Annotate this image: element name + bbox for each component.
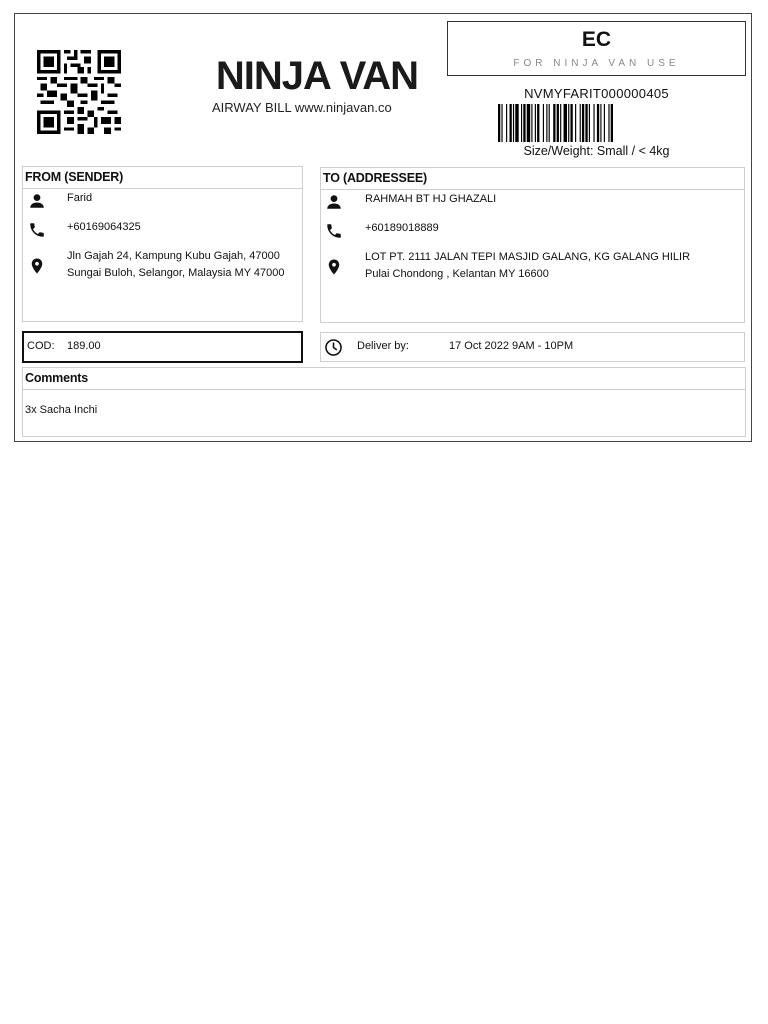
tracking-number: NVMYFARIT000000405	[524, 86, 669, 101]
brand-logo: NINJA VAN	[215, 54, 419, 98]
ec-subtitle: FOR NINJA VAN USE	[513, 58, 680, 69]
sender-name: Farid	[67, 192, 93, 204]
cod-amount: 189.00	[67, 340, 101, 352]
addressee-box	[320, 167, 745, 323]
qr-code-icon	[37, 50, 121, 134]
phone-icon	[28, 221, 46, 239]
ec-box	[447, 21, 746, 76]
deliver-by-label: Deliver by:	[357, 340, 409, 352]
addressee-phone: +60189018889	[365, 222, 439, 234]
cod-box	[22, 331, 303, 363]
sender-address-line2: Sungai Buloh, Selangor, Malaysia MY 47000	[67, 267, 285, 279]
ec-title: EC	[581, 28, 612, 51]
comments-text: 3x Sacha Inchi	[25, 404, 98, 416]
person-icon	[28, 192, 46, 210]
addressee-address-line2: Pulai Chondong , Kelantan MY 16600	[365, 268, 549, 280]
location-pin-icon	[325, 258, 343, 276]
comments-heading: Comments	[23, 368, 745, 390]
phone-icon	[325, 222, 343, 240]
location-pin-icon	[28, 257, 46, 275]
addressee-address-line1: LOT PT. 2111 JALAN TEPI MASJID GALANG, KG GALANG HILIR	[365, 251, 691, 263]
delivery-box	[320, 332, 745, 362]
cod-label: COD:	[27, 340, 55, 352]
comments-box	[22, 367, 746, 437]
person-icon	[325, 193, 343, 211]
addressee-name: RAHMAH BT HJ GHAZALI	[365, 193, 497, 205]
sender-box	[22, 166, 303, 322]
deliver-by-date: 17 Oct 2022 9AM - 10PM	[449, 340, 574, 352]
sender-heading: FROM (SENDER)	[23, 167, 302, 189]
size-weight: Size/Weight: Small / < 4kg	[523, 144, 670, 158]
barcode-icon	[498, 104, 694, 142]
clock-icon	[324, 338, 343, 357]
sender-phone: +60169064325	[67, 221, 141, 233]
airway-bill-caption: AIRWAY BILL www.ninjavan.co	[212, 100, 392, 115]
addressee-heading: TO (ADDRESSEE)	[321, 168, 744, 190]
sender-address-line1: Jln Gajah 24, Kampung Kubu Gajah, 47000	[67, 250, 280, 262]
